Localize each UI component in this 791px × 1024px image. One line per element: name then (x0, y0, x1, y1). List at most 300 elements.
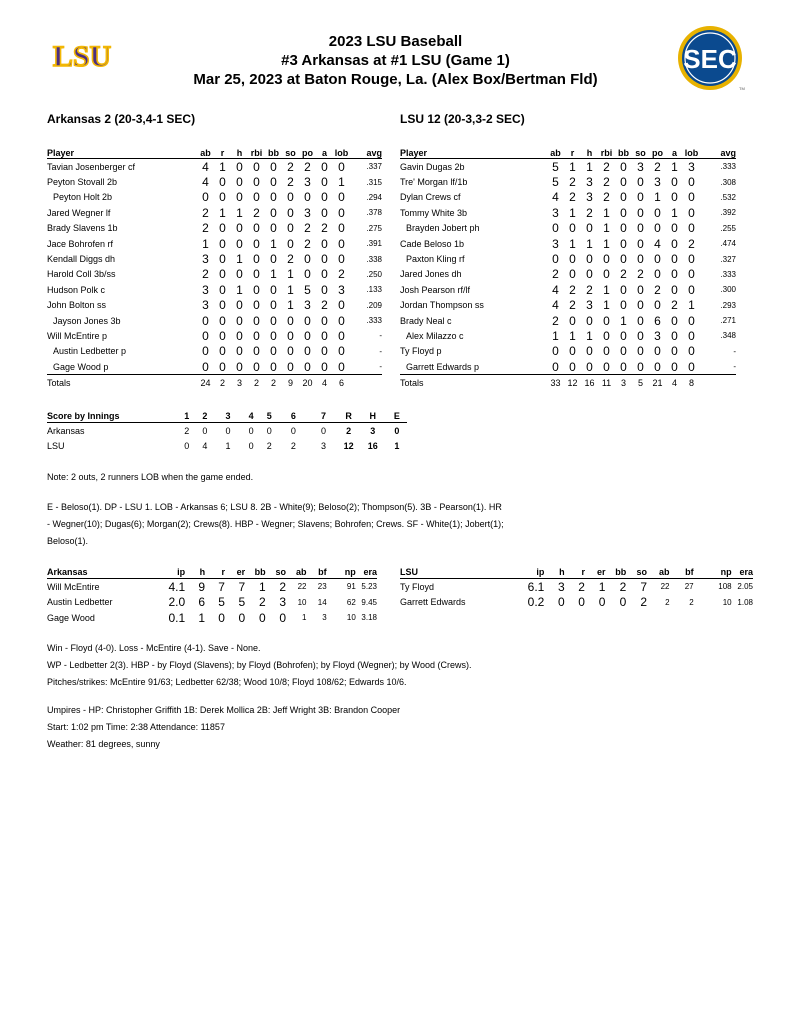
stat-cell: 0 (637, 205, 644, 220)
title-matchup: #3 Arkansas at #1 LSU (Game 1) (281, 52, 510, 69)
totals-cell: 21 (652, 378, 663, 389)
stat-cell: 2 (321, 221, 328, 236)
stat-cell: 0 (304, 267, 311, 282)
inning-runs: 3 (320, 441, 326, 452)
stat-cell: 2 (569, 175, 576, 190)
stat-cell: 2 (304, 159, 311, 174)
pitching-stat: 2 (619, 579, 627, 594)
stat-cell: 2 (569, 282, 576, 297)
home-batting-table (400, 144, 736, 391)
totals-avg-empty (700, 375, 736, 392)
avg-cell: .333 (366, 316, 382, 326)
stat-cell: 5 (552, 159, 559, 174)
pitching-stat: 6.1 (527, 579, 545, 594)
batting-header-cell: rbi (248, 144, 265, 159)
batting-header-cell: r (214, 144, 231, 159)
linescore-team: Arkansas (47, 425, 85, 436)
batting-header-cell: so (282, 144, 299, 159)
stat-cell: 1 (586, 328, 593, 343)
pitching-stat: 2 (258, 595, 266, 610)
stat-cell: 3 (637, 159, 644, 174)
pitching-stat: 1.08 (737, 597, 753, 607)
home-team-heading: LSU 12 (20-3,3-2 SEC) (400, 112, 525, 126)
totals-label: Totals (47, 378, 71, 389)
pitching-stat: 1 (258, 579, 266, 594)
stat-cell: 2 (569, 298, 576, 313)
avg-cell: .308 (720, 177, 736, 187)
stat-cell: 1 (688, 298, 695, 313)
stat-cell: 0 (270, 252, 277, 267)
stat-cell: 0 (586, 313, 593, 328)
stat-cell: 0 (666, 359, 683, 375)
stat-cell: 2 (202, 221, 209, 236)
pitching-stat: 2.05 (737, 582, 753, 592)
stat-cell: 0 (236, 221, 243, 236)
batting-header-cell: lob (683, 144, 700, 159)
stat-cell: 0 (586, 252, 593, 267)
batting-header-cell: lob (333, 144, 350, 159)
pitching-header-row (400, 565, 753, 579)
stat-cell: 0 (637, 252, 644, 267)
totals-label: Totals (400, 378, 424, 389)
summary-line-1: E - Beloso(1). DP - LSU 1. LOB - Arkansas 6; LSU 8. 2B - White(9); Beloso(2); Thompson(5). 3B - Pearson(1). HR (47, 502, 502, 512)
stat-cell: 3 (688, 159, 695, 174)
stat-cell: 0 (586, 267, 593, 282)
stat-cell: 3 (586, 298, 593, 313)
stat-cell: 2 (586, 282, 593, 297)
totals-cell: 8 (688, 378, 694, 389)
player-name: Tommy White 3b (400, 207, 468, 218)
batting-header-cell: Player (400, 144, 547, 159)
stat-cell: 0 (338, 252, 345, 267)
pitcher-name: Gage Wood (47, 612, 95, 623)
pitching-header-row (47, 565, 377, 579)
stat-cell: 0 (603, 252, 610, 267)
inning-runs: 0 (266, 425, 272, 436)
player-name: Austin Ledbetter p (53, 346, 127, 357)
avg-cell: .337 (366, 162, 382, 172)
batting-row (47, 313, 382, 328)
stat-cell: 0 (219, 221, 226, 236)
stat-cell: 0 (219, 236, 226, 251)
stat-cell: 0 (338, 328, 345, 343)
stat-cell: 0 (569, 252, 576, 267)
pitching-row (400, 595, 753, 611)
batting-row (47, 328, 382, 343)
stat-cell: 0 (632, 359, 649, 375)
totals-row (400, 375, 736, 392)
batting-header-cell: Player (47, 144, 197, 159)
stat-cell: 0 (253, 159, 260, 174)
stat-cell: 2 (202, 267, 209, 282)
stat-cell: 2 (321, 298, 328, 313)
stat-cell: 0 (552, 344, 559, 359)
linescore-team: LSU (47, 441, 65, 452)
stat-cell: 0 (287, 190, 294, 205)
stat-cell: 3 (304, 298, 311, 313)
away-batting-table (47, 144, 382, 391)
stat-cell: 2 (620, 267, 627, 282)
stat-cell: 0 (637, 175, 644, 190)
stat-cell: 0 (304, 344, 311, 359)
stat-cell: 0 (214, 359, 231, 375)
batting-header-cell: po (299, 144, 316, 159)
stat-cell: 0 (620, 328, 627, 343)
stat-cell: 0 (338, 205, 345, 220)
start-time-attendance: Start: 1:02 pm Time: 2:38 Attendance: 11857 (47, 722, 225, 732)
stat-cell: 0 (671, 328, 678, 343)
pitching-stat: 10 (297, 597, 307, 607)
stat-cell: 0 (671, 175, 678, 190)
stat-cell: 0 (321, 328, 328, 343)
stat-cell: 3 (338, 282, 345, 297)
stat-cell: 0 (321, 344, 328, 359)
stat-cell: 0 (236, 328, 243, 343)
stat-cell: 0 (671, 190, 678, 205)
totals-cell: 16 (584, 378, 595, 389)
pitching-header-cell: bb (245, 565, 266, 579)
inning-runs: 0 (225, 425, 231, 436)
stat-cell: 0 (316, 359, 333, 375)
stat-cell: 0 (287, 344, 294, 359)
stat-cell: 0 (270, 328, 277, 343)
stat-cell: 0 (338, 221, 345, 236)
stat-cell: 0 (564, 359, 581, 375)
stat-cell: 0 (338, 344, 345, 359)
player-name: Jared Wegner lf (47, 207, 111, 218)
avg-cell: - (379, 331, 382, 341)
stat-cell: 0 (321, 282, 328, 297)
stat-cell: 0 (287, 328, 294, 343)
sec-logo-text: SEC (683, 44, 737, 74)
stat-cell: 0 (219, 267, 226, 282)
pitching-stat: 2 (578, 579, 585, 594)
stat-cell: 0 (253, 236, 260, 251)
stat-cell: 0 (270, 175, 277, 190)
weather: Weather: 81 degrees, sunny (47, 739, 160, 749)
stat-cell: 0 (236, 267, 243, 282)
player-name: Josh Pearson rf/lf (400, 284, 471, 295)
stat-cell: 0 (270, 344, 277, 359)
batting-header-row (47, 144, 382, 159)
pitcher-name: Garrett Edwards (400, 597, 466, 608)
stat-cell: 0 (671, 344, 678, 359)
stat-cell: 1 (287, 298, 294, 313)
avg-cell: .294 (366, 192, 382, 202)
stat-cell: 0 (202, 328, 209, 343)
stat-cell: 3 (654, 175, 661, 190)
pitching-stat: 0 (578, 595, 585, 610)
stat-cell: 0 (219, 313, 226, 328)
batting-row (400, 298, 736, 313)
avg-cell: .250 (366, 269, 382, 279)
pitching-stat: 10 (722, 597, 732, 607)
stat-cell: 0 (637, 328, 644, 343)
stat-cell: 0 (688, 313, 695, 328)
avg-cell: .474 (720, 239, 736, 249)
pitching-header-cell: so (266, 565, 286, 579)
avg-cell: .209 (366, 300, 382, 310)
stat-cell: 0 (253, 313, 260, 328)
stat-cell: 1 (654, 190, 661, 205)
stat-cell: 0 (304, 252, 311, 267)
linescore-total-h: 16 (367, 441, 378, 452)
stat-cell: 2 (637, 267, 644, 282)
stat-cell: 0 (654, 267, 661, 282)
stat-cell: 0 (552, 252, 559, 267)
stat-cell: 1 (671, 205, 678, 220)
player-name: Brady Slavens 1b (47, 223, 118, 234)
player-name: Tavian Josenberger cf (47, 161, 136, 172)
pitching-stat: 62 (346, 597, 356, 607)
batting-row (47, 344, 382, 359)
stat-cell: 0 (654, 344, 661, 359)
pitching-header-cell: ip (164, 565, 185, 579)
player-name: Kendall Diggs dh (47, 254, 116, 265)
stat-cell: 0 (654, 298, 661, 313)
pitching-row (47, 595, 377, 611)
stat-cell: 0 (253, 175, 260, 190)
pitching-header-cell: er (585, 565, 606, 579)
stat-cell: 1 (569, 159, 576, 174)
linescore-row (47, 439, 407, 455)
stat-cell: 0 (236, 159, 243, 174)
stat-cell: 3 (304, 205, 311, 220)
player-name: Tre' Morgan lf/1b (400, 177, 468, 188)
inning-runs: 4 (202, 441, 208, 452)
linescore-h-label: H (359, 409, 387, 423)
stat-cell: 0 (219, 175, 226, 190)
stat-cell: 0 (338, 159, 345, 174)
stat-cell: 0 (569, 313, 576, 328)
summary-line-3: Beloso(1). (47, 536, 89, 546)
stat-cell: 0 (552, 221, 559, 236)
stat-cell: 0 (248, 359, 265, 375)
inning-number: 5 (260, 409, 278, 423)
player-name: Gage Wood p (47, 359, 197, 375)
stat-cell: 0 (586, 221, 593, 236)
stat-cell: 0 (304, 328, 311, 343)
sec-logo-tm: TM (739, 86, 745, 91)
stat-cell: 0 (671, 221, 678, 236)
stat-cell: 0 (253, 252, 260, 267)
stat-cell: 0 (637, 221, 644, 236)
player-name: Gavin Dugas 2b (400, 161, 465, 172)
stat-cell: 0 (688, 267, 695, 282)
pitching-row (47, 579, 377, 595)
batting-row (400, 221, 736, 236)
batting-row (400, 236, 736, 251)
stat-cell: 2 (338, 267, 345, 282)
stat-cell: 0 (333, 359, 350, 375)
batting-row (400, 282, 736, 297)
batting-header-cell: avg (700, 144, 736, 159)
batting-row (400, 205, 736, 220)
pitching-header-cell: h (544, 565, 564, 579)
batting-row (400, 174, 736, 189)
stat-cell: 1 (586, 159, 593, 174)
stat-cell: 0 (321, 236, 328, 251)
inning-number: 1 (178, 409, 196, 423)
stat-cell: 2 (304, 236, 311, 251)
avg-cell: .391 (366, 239, 382, 249)
stat-cell: 0 (620, 236, 627, 251)
summary-line-2: - Wegner(10); Dugas(6); Morgan(2); Crews(8). HBP - Wegner; Slavens; Bohrofen; Crews. SF - White(1); Jobert(1); (47, 519, 504, 529)
pitching-stat: 0.1 (168, 610, 186, 625)
pitching-header-cell: bf (670, 565, 694, 579)
totals-cell: 2 (253, 378, 259, 389)
pitching-notes (47, 640, 747, 691)
batting-header-cell: h (581, 144, 598, 159)
stat-cell: 4 (552, 190, 559, 205)
player-name: Jared Jones dh (400, 269, 462, 280)
player-name: Brady Neal c (400, 315, 452, 326)
pitching-stat: 4.1 (168, 579, 186, 594)
stat-cell: 3 (586, 190, 593, 205)
batting-header-row (400, 144, 736, 159)
inning-runs: 2 (266, 441, 272, 452)
totals-cell: 24 (200, 378, 211, 389)
batting-row (47, 267, 382, 282)
batting-header-cell: bb (615, 144, 632, 159)
pitching-header-cell: r (565, 565, 585, 579)
stat-cell: 0 (287, 313, 294, 328)
inning-runs: 2 (290, 441, 296, 452)
linescore-total-e: 1 (394, 441, 400, 452)
decisions: Win - Floyd (4-0). Loss - McEntire (4-1). Save - None. (47, 643, 261, 653)
player-name: Jace Bohrofen rf (47, 238, 114, 249)
player-name: Garrett Edwards p (400, 359, 547, 375)
title-season: 2023 LSU Baseball (328, 33, 463, 50)
batting-row (47, 359, 382, 375)
stat-cell: 2 (603, 175, 610, 190)
batting-row (400, 328, 736, 343)
stat-cell: 2 (202, 205, 209, 220)
batting-header-cell: rbi (598, 144, 615, 159)
stat-cell: 0 (688, 190, 695, 205)
pitching-stat: 23 (317, 582, 327, 592)
avg-cell: .255 (720, 223, 736, 233)
batting-header-cell: ab (197, 144, 214, 159)
stat-cell: 0 (219, 252, 226, 267)
inning-runs: 2 (184, 425, 190, 436)
pitching-stat: 5 (238, 595, 246, 610)
totals-cell: 4 (671, 378, 677, 389)
pitching-team: LSU (400, 565, 523, 579)
pitching-team: Arkansas (47, 565, 164, 579)
stat-cell: 2 (671, 298, 678, 313)
pitching-header-cell: r (205, 565, 225, 579)
stat-cell: 0 (321, 267, 328, 282)
pitching-stat: 1 (302, 613, 307, 623)
pitching-header-cell: np (327, 565, 356, 579)
stat-cell: 1 (603, 205, 610, 220)
stat-cell: 0 (304, 313, 311, 328)
stat-cell: 2 (552, 313, 559, 328)
stat-cell: 2 (552, 267, 559, 282)
pitching-stat: 91 (346, 582, 356, 592)
pitching-header-cell: era (732, 565, 753, 579)
avg-cell: .327 (720, 254, 736, 264)
pitching-stat: 7 (238, 579, 246, 594)
pitching-stat: 7 (218, 579, 225, 594)
pitching-stat: 5 (218, 595, 225, 610)
report-title (0, 32, 791, 89)
stat-cell: 2 (287, 175, 294, 190)
stat-cell: 1 (603, 298, 610, 313)
inning-runs: 0 (202, 425, 208, 436)
batting-header-cell: h (231, 144, 248, 159)
stat-cell: 0 (219, 298, 226, 313)
inning-runs: 0 (290, 425, 296, 436)
inning-runs: 0 (184, 441, 190, 452)
pitcher-name: Will McEntire (47, 581, 100, 592)
stat-cell: 0 (321, 190, 328, 205)
avg-cell: .378 (366, 208, 382, 218)
stat-cell: 0 (270, 313, 277, 328)
game-note: Note: 2 outs, 2 runners LOB when the game ended. (47, 472, 254, 482)
stat-cell: 0 (654, 221, 661, 236)
avg-cell: - (350, 359, 382, 375)
pitching-stat: 1 (598, 579, 606, 594)
stat-cell: 1 (603, 282, 610, 297)
inning-number: 3 (214, 409, 242, 423)
stat-cell: 1 (620, 313, 627, 328)
pitching-stat: 14 (317, 597, 327, 607)
linescore-total-r: 2 (346, 425, 352, 436)
game-info (47, 702, 747, 753)
stat-cell: 2 (654, 159, 661, 174)
stat-cell: 0 (219, 282, 226, 297)
stat-cell: 0 (671, 252, 678, 267)
stat-cell: 3 (202, 252, 209, 267)
stat-cell: 0 (688, 175, 695, 190)
pitching-stat: 7 (640, 579, 647, 594)
player-name: Paxton Kling rf (406, 254, 465, 265)
linescore-total-h: 3 (370, 425, 376, 436)
stat-cell: 0 (236, 190, 243, 205)
batting-row (47, 298, 382, 313)
stat-cell: 0 (671, 236, 678, 251)
linescore-header-row (47, 409, 407, 423)
stat-cell: 0 (671, 282, 678, 297)
stat-cell: 0 (569, 344, 576, 359)
linescore-total-e: 0 (394, 425, 400, 436)
player-name: Jordan Thompson ss (400, 300, 484, 311)
stat-cell: 0 (637, 236, 644, 251)
avg-cell: .293 (720, 300, 736, 310)
pitching-stat: 0.2 (527, 595, 545, 610)
stat-cell: 0 (620, 159, 627, 174)
player-name: Peyton Stovall 2b (47, 177, 118, 188)
stat-cell: 2 (287, 159, 294, 174)
stat-cell: 3 (304, 175, 311, 190)
stat-cell: 1 (270, 236, 277, 251)
stat-cell: 0 (231, 359, 248, 375)
stat-cell: 0 (569, 221, 576, 236)
pitching-header-cell: bb (605, 565, 626, 579)
batting-header-cell: avg (350, 144, 382, 159)
batting-row (47, 190, 382, 205)
stat-cell: 0 (338, 313, 345, 328)
inning-runs: 0 (320, 425, 326, 436)
player-name: Alex Milazzo c (406, 330, 464, 341)
stat-cell: 4 (202, 159, 209, 174)
stat-cell: 0 (236, 175, 243, 190)
stat-cell: 0 (671, 267, 678, 282)
stat-cell: 0 (654, 252, 661, 267)
stat-cell: 0 (270, 159, 277, 174)
